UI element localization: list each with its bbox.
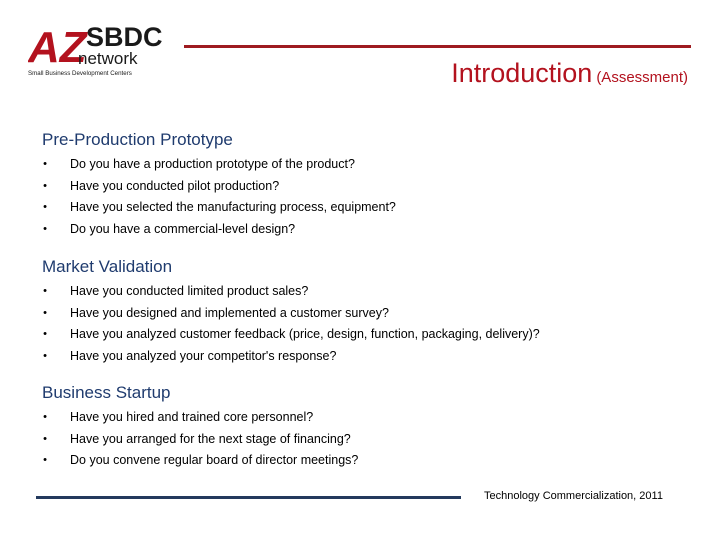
bullet-icon: • (43, 432, 47, 445)
list-item-text: Have you selected the manufacturing process, equipment? (70, 200, 396, 214)
list-item (42, 281, 540, 303)
list-item-text: Have you analyzed customer feedback (price, design, function, packaging, delivery)? (70, 327, 540, 341)
bullet-icon: • (43, 411, 47, 423)
footer-text: Technology Commercialization, 2011 (484, 490, 663, 502)
list-item-text: Do you convene regular board of director meetings? (70, 453, 359, 467)
footer-divider (36, 496, 461, 499)
logo-tagline-text: Small Business Development Centers (28, 70, 132, 77)
bullet-icon: • (43, 201, 47, 213)
list-item-text: Have you arranged for the next stage of financing? (70, 431, 351, 446)
section-market-validation (42, 257, 540, 367)
list-item (42, 303, 540, 325)
section-pre-production-prototype (42, 130, 396, 240)
bullet-list (42, 407, 358, 472)
title-main: Introduction (451, 58, 593, 88)
bullet-icon: • (43, 179, 47, 192)
slide-title (451, 58, 688, 89)
azsbdc-logo (28, 18, 170, 80)
bullet-icon: • (43, 454, 47, 466)
bullet-list (42, 281, 540, 367)
list-item (42, 346, 540, 368)
list-item (42, 324, 540, 346)
section-heading: Pre-Production Prototype (42, 130, 233, 149)
bullet-icon: • (43, 285, 47, 297)
title-subtitle: (Assessment) (596, 69, 688, 86)
list-item-text: Have you hired and trained core personnel? (70, 410, 314, 424)
section-heading: Market Validation (42, 257, 173, 276)
list-item-text: Do you have a production prototype of the product? (70, 157, 355, 171)
header-divider (184, 45, 691, 48)
bullet-icon: • (43, 222, 47, 235)
list-item-text: Have you conducted limited product sales? (70, 284, 309, 298)
section-business-startup (42, 383, 358, 472)
section-heading: Business Startup (42, 383, 171, 402)
list-item (42, 219, 396, 241)
list-item (42, 197, 396, 219)
list-item-text: Do you have a commercial-level design? (70, 221, 296, 236)
logo-network-text: network (78, 49, 138, 68)
list-item (42, 176, 396, 198)
bullet-list (42, 154, 396, 240)
list-item (42, 154, 396, 176)
list-item (42, 450, 358, 472)
bullet-icon: • (43, 328, 47, 340)
list-item (42, 429, 358, 451)
bullet-icon: • (43, 158, 47, 170)
list-item (42, 407, 358, 429)
logo-az-text: AZ (28, 23, 87, 72)
bullet-icon: • (43, 306, 47, 319)
logo-sbdc-text: SBDC (86, 22, 163, 52)
list-item-text: Have you designed and implemented a customer survey? (70, 305, 389, 320)
bullet-icon: • (43, 349, 47, 362)
list-item-text: Have you analyzed your competitor's response? (70, 348, 337, 363)
list-item-text: Have you conducted pilot production? (70, 178, 280, 193)
